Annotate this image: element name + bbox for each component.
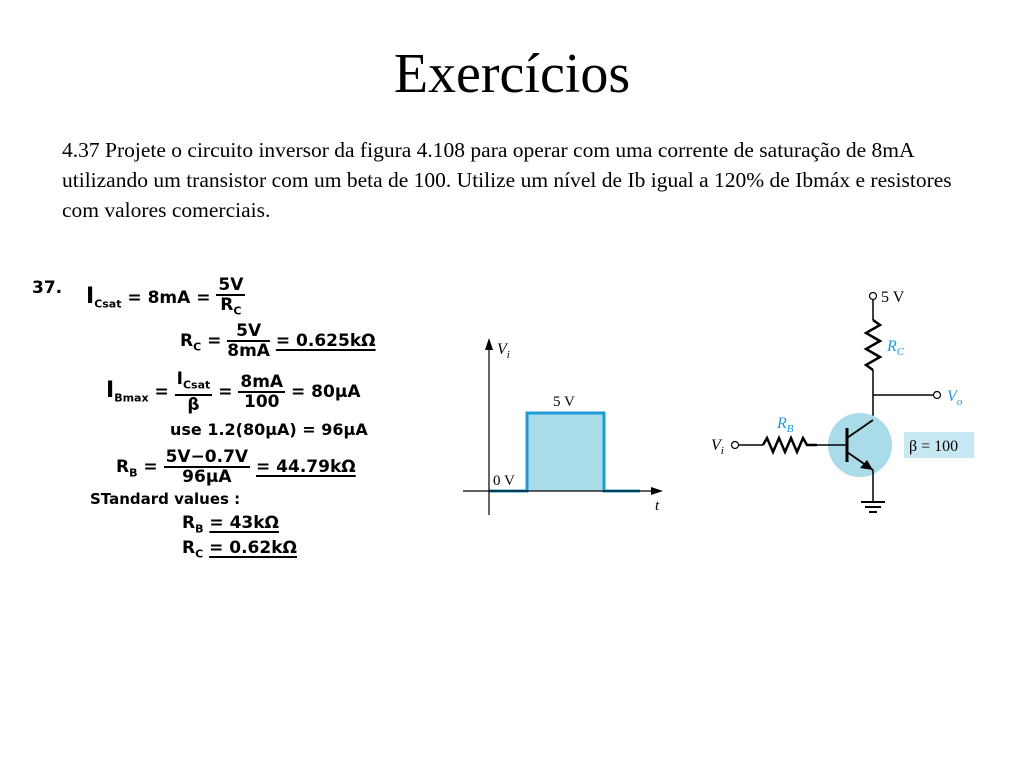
- output-terminal: [934, 392, 941, 399]
- rc-symbol: R: [180, 331, 194, 351]
- rb-result: = 44.79kΩ: [256, 457, 356, 477]
- rb-numerator: 5V−0.7V: [165, 447, 249, 467]
- rb-std-result: = 43kΩ: [209, 513, 279, 533]
- ibmax-numerator-2: 8mA: [240, 372, 284, 393]
- ibmax-denominator-2: 100: [243, 392, 280, 413]
- solution-line-use: use 1.2(80μA) = 96μA: [170, 420, 368, 439]
- supply-label: 5 V: [881, 289, 905, 306]
- x-axis-arrow: [651, 487, 663, 495]
- icsat-numerator: 5V: [218, 275, 244, 295]
- low-level-label: 0 V: [493, 473, 515, 489]
- icsat-den-sub: C: [233, 304, 242, 318]
- icsat-symbol: I: [86, 284, 95, 310]
- icsat-equals: = 8mA =: [127, 288, 211, 309]
- high-level-label: 5 V: [553, 394, 575, 410]
- rc-equals: =: [207, 331, 222, 351]
- output-label: $V_o$: [947, 388, 963, 408]
- rb-fraction: [164, 448, 251, 486]
- ibmax-num-letter: I: [176, 369, 183, 389]
- rb-equals: =: [143, 457, 158, 477]
- ibmax-fraction-1: [175, 370, 213, 414]
- input-terminal: [732, 442, 739, 449]
- pulse-area: [527, 413, 604, 491]
- rc-sub: C: [193, 340, 202, 354]
- rb-sub: B: [129, 466, 138, 480]
- solution-line-rc-standard: [182, 538, 297, 560]
- ibmax-fraction-2: [238, 373, 285, 411]
- input-label: $V_i$: [711, 437, 724, 457]
- rc-fraction: [227, 322, 270, 360]
- solution-line-ibmax: [106, 370, 361, 414]
- ibmax-equals: =: [154, 382, 169, 403]
- solution-number: 37.: [32, 278, 63, 298]
- icsat-fraction: [216, 276, 245, 320]
- beta-label: β = 100: [909, 438, 959, 455]
- icsat-sub: Csat: [94, 297, 122, 311]
- solution-line-rc: [180, 322, 376, 360]
- ibmax-num-sub: Csat: [182, 378, 211, 392]
- y-axis-label: $V_i$: [497, 341, 510, 361]
- solution-line-standard: STandard values :: [90, 490, 241, 508]
- icsat-den-letter: R: [220, 295, 234, 315]
- rb-resistor: [763, 438, 817, 452]
- problem-text: 4.37 Projete o circuito inversor da figura 4.108 para operar com uma corrente de saturação de 8mA utilizando um transistor com um beta de 100. Utilize um nível de Ib igual a 120% de Ibmáx e resistores com valores comerciais.: [62, 138, 952, 222]
- handwritten-solution: [24, 270, 444, 570]
- solution-line-rb-standard: [182, 513, 279, 535]
- rc-std-symbol: R: [182, 538, 196, 558]
- solution-line-rb: [116, 448, 356, 486]
- icsat-denominator: [216, 296, 245, 320]
- rb-std-symbol: R: [182, 513, 196, 533]
- rb-denominator: 96μA: [182, 467, 232, 487]
- ibmax-equals-2: =: [218, 382, 233, 403]
- rc-result: = 0.625kΩ: [275, 331, 376, 351]
- ibmax-result: = 80μA: [291, 382, 361, 403]
- ibmax-sub: Bmax: [114, 391, 149, 405]
- input-waveform: [455, 330, 670, 520]
- supply-terminal: [870, 293, 877, 300]
- y-axis-arrow: [485, 338, 493, 350]
- ibmax-symbol: I: [106, 378, 115, 404]
- rc-std-result: = 0.62kΩ: [209, 538, 297, 558]
- solution-line-icsat: [86, 276, 245, 320]
- rb-std-sub: B: [195, 522, 204, 536]
- rc-denominator: 8mA: [227, 341, 270, 361]
- slide-title: Exercícios: [393, 43, 631, 105]
- ibmax-numerator-1: [175, 370, 213, 396]
- rc-numerator: 5V: [227, 322, 270, 342]
- rc-label: $R_C$: [887, 338, 905, 358]
- x-axis-label: t: [655, 498, 660, 514]
- ibmax-denominator-1: β: [187, 395, 200, 416]
- rb-symbol: R: [116, 457, 130, 477]
- rb-label: $R_B$: [777, 415, 794, 435]
- rc-resistor: [866, 320, 880, 370]
- rc-std-sub: C: [195, 547, 204, 561]
- inverter-circuit: [705, 280, 995, 530]
